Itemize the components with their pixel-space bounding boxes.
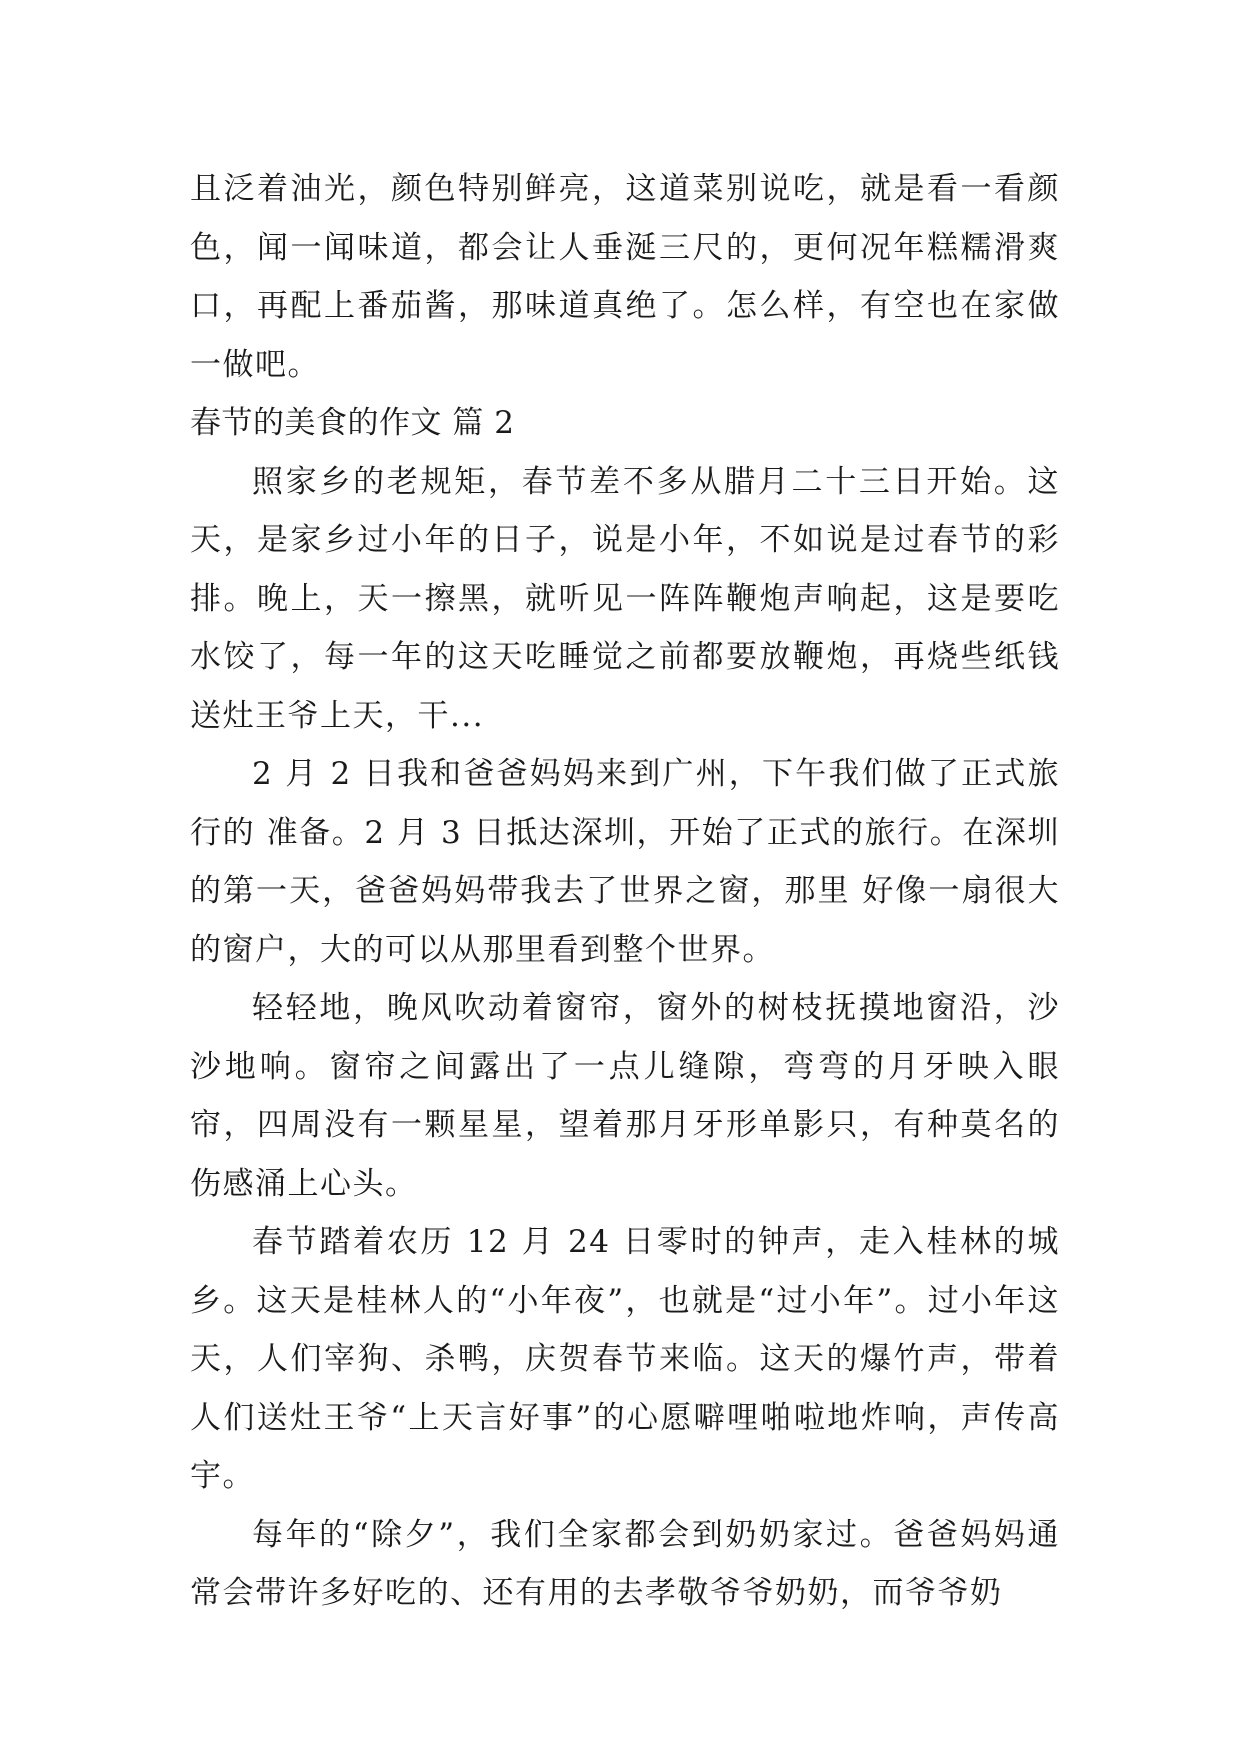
paragraph-new-years-eve: 每年的“除夕”，我们全家都会到奶奶家过。爸爸妈妈通常会带许多好吃的、还有用的去孝敬爷爷奶奶，而爷爷奶 xyxy=(190,1516,1060,1611)
paragraph-evening-wind: 轻轻地，晚风吹动着窗帘，窗外的树枝抚摸地窗沿，沙沙地响。窗帘之间露出了一点儿缝隙，弯弯的月牙映入眼帘，四周没有一颗星星，望着那月牙形单影只，有种莫名的伤感涌上心头。 xyxy=(190,990,1060,1202)
paragraph-guilin: 春节踏着农历 12 月 24 日零时的钟声，走入桂林的城乡。这天是桂林人的“小年夜”，也就是“过小年”。过小年这天，人们宰狗、杀鸭，庆贺春节来临。这天的爆竹声，带着人们送灶王爷“上天言好事”的心愿噼哩啪啦地炸响，声传高宇。 xyxy=(190,1224,1060,1494)
paragraph-xiaonian: 照家乡的老规矩，春节差不多从腊月二十三日开始。这天，是家乡过小年的日子，说是小年，不如说是过春节的彩排。晚上，天一擦黑，就听见一阵阵鞭炮声响起，这是要吃水饺了，每一年的这天吃睡觉之前都要放鞭炮，再烧些纸钱送灶王爷上天，干... xyxy=(190,463,1060,734)
paragraph-continuation: 且泛着油光，颜色特别鲜亮，这道菜别说吃，就是看一看颜色，闻一闻味道，都会让人垂涎三尺的，更何况年糕糯滑爽口，再配上番茄酱，那味道真绝了。怎么样，有空也在家做一做吧。 xyxy=(190,171,1060,383)
paragraph-travel: 2 月 2 日我和爸爸妈妈来到广州，下午我们做了正式旅行的 准备。2 月 3 日抵达深圳，开始了正式的旅行。在深圳的第一天，爸爸妈妈带我去了世界之窗，那里 好像一扇很大的窗户，大的可以从那里看到整个世界。 xyxy=(190,756,1060,968)
document-body xyxy=(190,160,1060,1623)
section-heading: 春节的美食的作文 篇 2 xyxy=(190,405,515,441)
